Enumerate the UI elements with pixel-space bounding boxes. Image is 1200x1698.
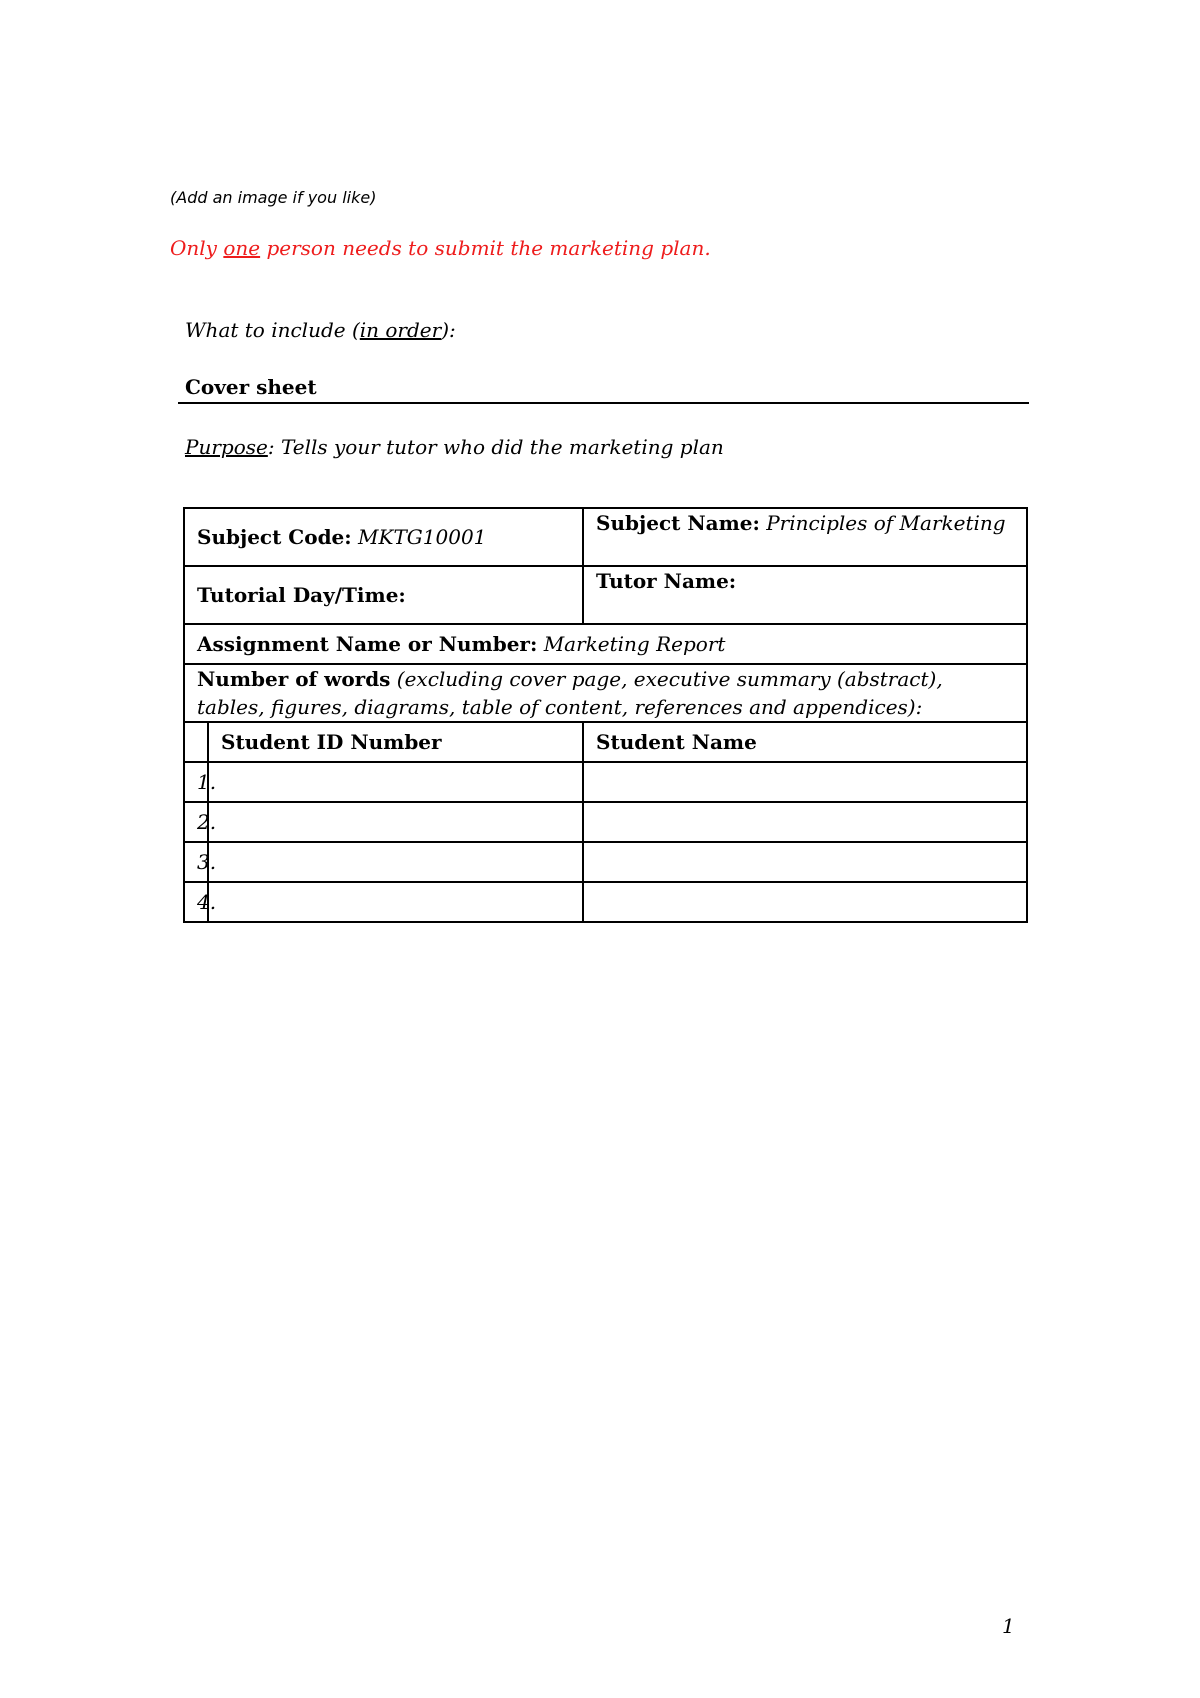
subject-name-value: Principles of Marketing — [759, 511, 1006, 535]
subject-code-cell[interactable] — [184, 508, 583, 566]
subject-code-label: Subject Code: — [197, 525, 352, 549]
word-count-cell[interactable] — [184, 664, 1027, 722]
include-line-emphasis: in order — [359, 318, 442, 342]
table-row — [184, 802, 1027, 842]
student-name-cell[interactable] — [583, 802, 1027, 842]
submit-note-after: person needs to submit the marketing plan. — [260, 236, 711, 260]
number-header-cell — [184, 722, 208, 762]
tutorial-label: Tutorial Day/Time: — [197, 583, 406, 607]
include-line-before: What to include ( — [185, 318, 360, 342]
table-row — [184, 624, 1027, 664]
table-row — [184, 566, 1027, 624]
assignment-value: Marketing Report — [537, 632, 726, 656]
word-count-note: (excluding cover page, executive summary (abstract), tables, figures, diagrams, table of content, references and appendices): — [197, 667, 943, 719]
student-name-cell[interactable] — [583, 882, 1027, 922]
student-id-cell[interactable] — [208, 882, 583, 922]
tutorial-cell[interactable] — [184, 566, 583, 624]
purpose-label: Purpose — [185, 435, 268, 459]
purpose-text: : Tells your tutor who did the marketing plan — [267, 435, 724, 459]
table-row — [184, 664, 1027, 722]
table-row — [184, 508, 1027, 566]
subject-name-label: Subject Name: — [596, 511, 760, 535]
student-id-cell[interactable] — [208, 762, 583, 802]
cover-sheet-table — [183, 507, 1028, 923]
row-number: 3. — [184, 842, 208, 882]
student-name-header: Student Name — [583, 722, 1027, 762]
purpose-line — [185, 435, 724, 459]
subject-code-value: MKTG10001 — [351, 525, 487, 549]
student-id-cell[interactable] — [208, 802, 583, 842]
row-number: 1. — [184, 762, 208, 802]
assignment-cell[interactable] — [184, 624, 1027, 664]
heading-rule — [178, 402, 1029, 404]
student-name-cell[interactable] — [583, 842, 1027, 882]
page-number: 1 — [1002, 1614, 1015, 1638]
submit-note — [170, 236, 711, 260]
table-row — [184, 882, 1027, 922]
student-id-cell[interactable] — [208, 842, 583, 882]
row-number: 4. — [184, 882, 208, 922]
image-note: (Add an image if you like) — [170, 188, 377, 207]
include-line — [185, 318, 456, 342]
tutor-name-label: Tutor Name: — [596, 569, 737, 593]
student-id-header: Student ID Number — [208, 722, 583, 762]
word-count-label: Number of words — [197, 667, 391, 691]
assignment-label: Assignment Name or Number: — [197, 632, 538, 656]
submit-note-emphasis: one — [223, 236, 261, 260]
table-row — [184, 762, 1027, 802]
table-header-row — [184, 722, 1027, 762]
submit-note-before: Only — [170, 236, 224, 260]
tutor-name-cell[interactable] — [583, 566, 1027, 624]
student-name-cell[interactable] — [583, 762, 1027, 802]
include-line-after: ): — [441, 318, 456, 342]
table-row — [184, 842, 1027, 882]
section-heading: Cover sheet — [185, 375, 317, 399]
subject-name-cell[interactable] — [583, 508, 1027, 566]
row-number: 2. — [184, 802, 208, 842]
